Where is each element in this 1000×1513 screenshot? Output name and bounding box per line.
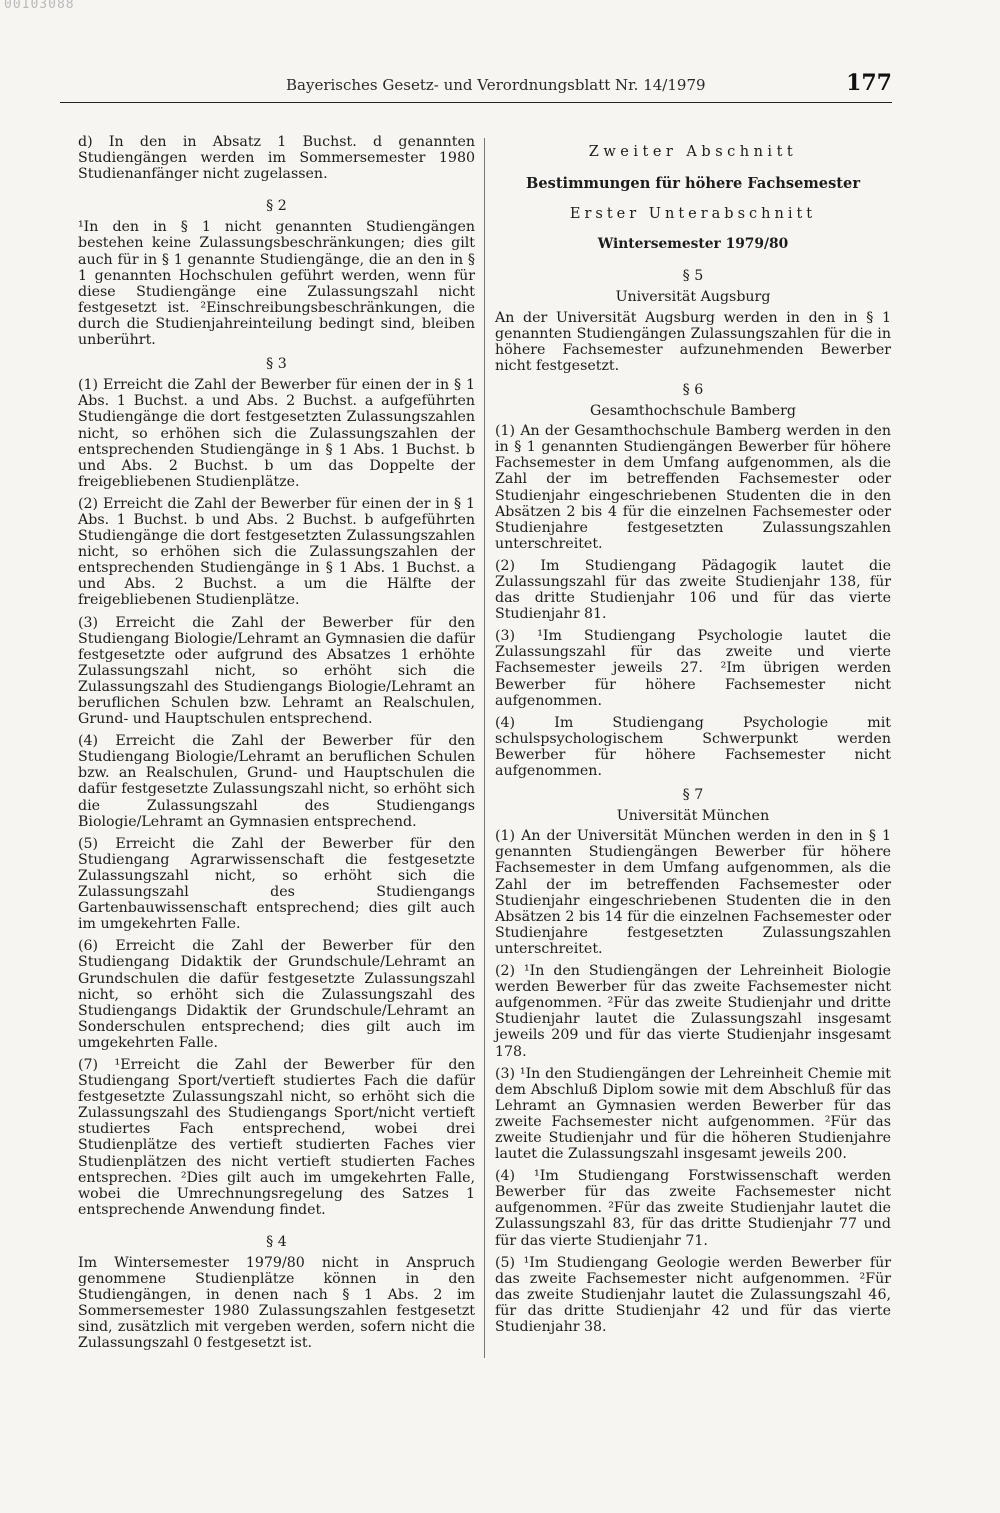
section-4-text: Im Wintersemester 1979/80 nicht in Anspruch genommene Studienplätze können in den Studiengängen, in denen nach § 1 Abs. 2 im Sommersemester 1980 Zulassungszahlen festgesetzt sind, zusätzlich mit vergeben werden, sofern nicht die Zulassungszahl 0 festgesetzt ist. [78,1255,475,1352]
section-5-text: An der Universität Augsburg werden in den in § 1 genannten Studiengängen Zulassungszahlen für die in höhere Fachsemester aufzunehmenden Bewerber nicht festgesetzt. [495,309,891,374]
section-4-title: § 4 [266,1233,287,1250]
section-6-title: § 6 [682,381,704,398]
left-column [78,134,475,1358]
section-title: Bestimmungen für höhere Fachsemester [525,175,861,193]
right-column [495,134,891,1341]
page-number: 177 [846,70,892,96]
section-heading: Zweiter Abschnitt [588,144,798,160]
section-6-university: Gesamthochschule Bamberg [589,403,796,420]
section-5-title: § 5 [682,268,704,285]
archive-stamp: 00103088 [4,0,75,12]
section-3-para-7: (7) ¹Erreicht die Zahl der Bewerber für den Studiengang Sport/vertieft studiertes Fach die dafür festgesetzte Zulassungszahl nicht, so erhöht sich die Zulassungszahl des Studiengangs Sport/nicht vertieft studiertes Fach entsprechend, wobei drei Studienplätze des vertieft studierten Faches vier Studienplätzen des nicht vertieft studierten Faches entsprechen. ²Dies gilt auch im umgekehrten Falle, wobei die Umrechnungsregelung des Satzes 1 entsprechende Anwendung findet. [78,1056,475,1218]
paragraph-d: d) In den in Absatz 1 Buchst. d genannten Studiengängen werden im Sommersemester 1980 Studienanfänger nicht zugelassen. [78,134,475,183]
section-7-para-5: (5) ¹Im Studiengang Geologie werden Bewerber für das zweite Fachsemester nicht aufgenommen. ²Für das zweite Studienjahr lautet die Zulassungszahl 46, für das dritte Studienjahr 42 und für das vierte Studienjahr 38. [495,1254,891,1335]
section-7-university: Universität München [616,808,770,825]
section-3-para-6: (6) Erreicht die Zahl der Bewerber für den Studiengang Didaktik der Grundschule/Lehramt an Grundschulen die dafür festgesetzte Zulassungszahl nicht, so erhöht sich die Zulassungszahl des Studiengangs Didaktik der Grundschule/Lehramt an Sonderschulen entsprechend; dies gilt auch im umgekehrten Falle. [78,938,475,1051]
section-6-para-1: (1) An der Gesamthochschule Bamberg werden in den in § 1 genannten Studiengängen Bewerber für höhere Fachsemester in dem Umfang aufgenommen, als die Zahl der im betreffenden Fachsemester oder Studienjahr eingeschriebenen Studenten die in den Absätzen 2 bis 4 für die einzelnen Fachsemester oder Studienjahre festgesetzten Zulassungszahlen unterschreitet. [495,423,891,552]
publication-title: Bayerisches Gesetz- und Verordnungsblatt Nr. 14/1979 [286,76,706,94]
section-3-para-4: (4) Erreicht die Zahl der Bewerber für den Studiengang Biologie/Lehramt an beruflichen Schulen bzw. an Realschulen, Grund- und Hauptschulen die dafür festgesetzte Zulassungszahl nicht, so erhöht sich die Zulassungszahl des Studiengangs Biologie/Lehramt an Gymnasien entsprechend. [78,733,476,830]
section-6-para-4: (4) Im Studiengang Psychologie mit schulspsychologischem Schwerpunkt werden Bewerber für höhere Fachsemester nicht aufgenommen. [495,714,891,779]
section-5-university: Universität Augsburg [615,289,771,306]
section-7-para-4: (4) ¹Im Studiengang Forstwissenschaft werden Bewerber für das zweite Fachsemester nicht aufgenommen. ²Für das zweite Studienjahr lautet die Zulassungszahl 83, für das dritte Studienjahr 77 und für das vierte Studienjahr 71. [495,1168,891,1249]
subsection-heading: Erster Unterabschnitt [569,206,817,223]
section-7-title: § 7 [682,787,704,804]
section-7-para-3: (3) ¹In den Studiengängen der Lehreinheit Chemie mit dem Abschluß Diplom sowie mit dem Abschluß für das Lehramt an Gymnasien werden Bewerber für das zweite Fachsemester nicht aufgenommen. ²Für das zweite Studienjahr und für die höheren Studienjahre lautet die Zulassungszahl insgesamt jeweils 200. [495,1065,891,1163]
section-3-para-1: (1) Erreicht die Zahl der Bewerber für einen der in § 1 Abs. 1 Buchst. a und Abs. 2 Buchst. a aufgeführten Studiengänge die dort festgesetzten Zulassungszahlen nicht, so erhöhen sich die Zulassungszahlen der entsprechenden Studiengänge in § 1 Abs. 1 Buchst. b und Abs. 2 Buchst. b um das Doppelte der freigebliebenen Studienplätze. [78,377,475,490]
subsection-title: Wintersemester 1979/80 [597,236,789,253]
section-3-para-3: (3) Erreicht die Zahl der Bewerber für den Studiengang Biologie/Lehramt an Gymnasien die dafür festgesetzte oder aufgrund des Absatzes 1 erhöhte Zulassungszahl nicht, so erhöht sich die Zulassungszahl des Studiengangs Biologie/Lehramt an beruflichen Schulen bzw. Lehramt an Realschulen, Grund- und Hauptschulen entsprechend. [78,614,475,728]
section-6-para-3: (3) ¹Im Studiengang Psychologie lautet die Zulassungszahl für das zweite und vierte Fachsemester jeweils 27. ²Im übrigen werden Bewerber für höhere Fachsemester nicht aufgenommen. [495,628,891,709]
section-3-para-5: (5) Erreicht die Zahl der Bewerber für den Studiengang Agrarwissenschaft die festgesetzte Zulassungszahl nicht, so erhöht sich die Zulassungszahl des Studiengangs Gartenbauwissenschaft entsprechend; dies gilt auch im umgekehrten Falle. [78,835,475,933]
section-3-para-2: (2) Erreicht die Zahl der Bewerber für einen der in § 1 Abs. 1 Buchst. b und Abs. 2 Buchst. b aufgeführten Studiengänge die dort festgesetzten Zulassungszahlen nicht, so erhöhen sich die Zulassungszahlen der entsprechenden Studiengänge in § 1 Abs. 1 Buchst. a und Abs. 2 Buchst. a um die Hälfte der freigebliebenen Studienplätze. [78,495,475,609]
column-divider [484,138,485,1358]
section-7-para-2: (2) ¹In den Studiengängen der Lehreinheit Biologie werden Bewerber für das zweite Fachsemester nicht aufgenommen. ²Für das zweite Studienjahr und dritte Studienjahr lautet die Zulassungszahl insgesamt jeweils 209 und für das vierte Studienjahr insgesamt 178. [495,963,891,1060]
page-header [60,68,892,103]
section-2-title: § 2 [266,198,287,215]
section-2-text: ¹In den in § 1 nicht genannten Studiengängen bestehen keine Zulassungsbeschränkungen; dies gilt auch für in § 1 genannte Studiengänge, die an den in § 1 genannten Hochschulen geführt werden, wenn für diese Studiengänge eine Zulassungszahl nicht festgesetzt ist. ²Einschreibungsbeschränkungen, die durch die Studienjahreinteilung bedingt sind, bleiben unberührt. [78,219,475,349]
section-7-para-1: (1) An der Universität München werden in den in § 1 genannten Studiengängen Bewerber für höhere Fachsemester in dem Umfang aufgenommen, als die Zahl der im betreffenden Fachsemester oder Studienjahr eingeschriebenen Studenten die in den Absätzen 2 bis 14 für die einzelnen Fachsemester oder Studienjahre festgesetzten Zulassungszahlen unterschreitet. [495,828,891,957]
section-6-para-2: (2) Im Studiengang Pädagogik lautet die Zulassungszahl für das zweite Studienjahr 138, für das dritte Studienjahr 106 und für das vierte Studienjahr 81. [495,557,891,623]
section-3-title: § 3 [266,356,287,373]
